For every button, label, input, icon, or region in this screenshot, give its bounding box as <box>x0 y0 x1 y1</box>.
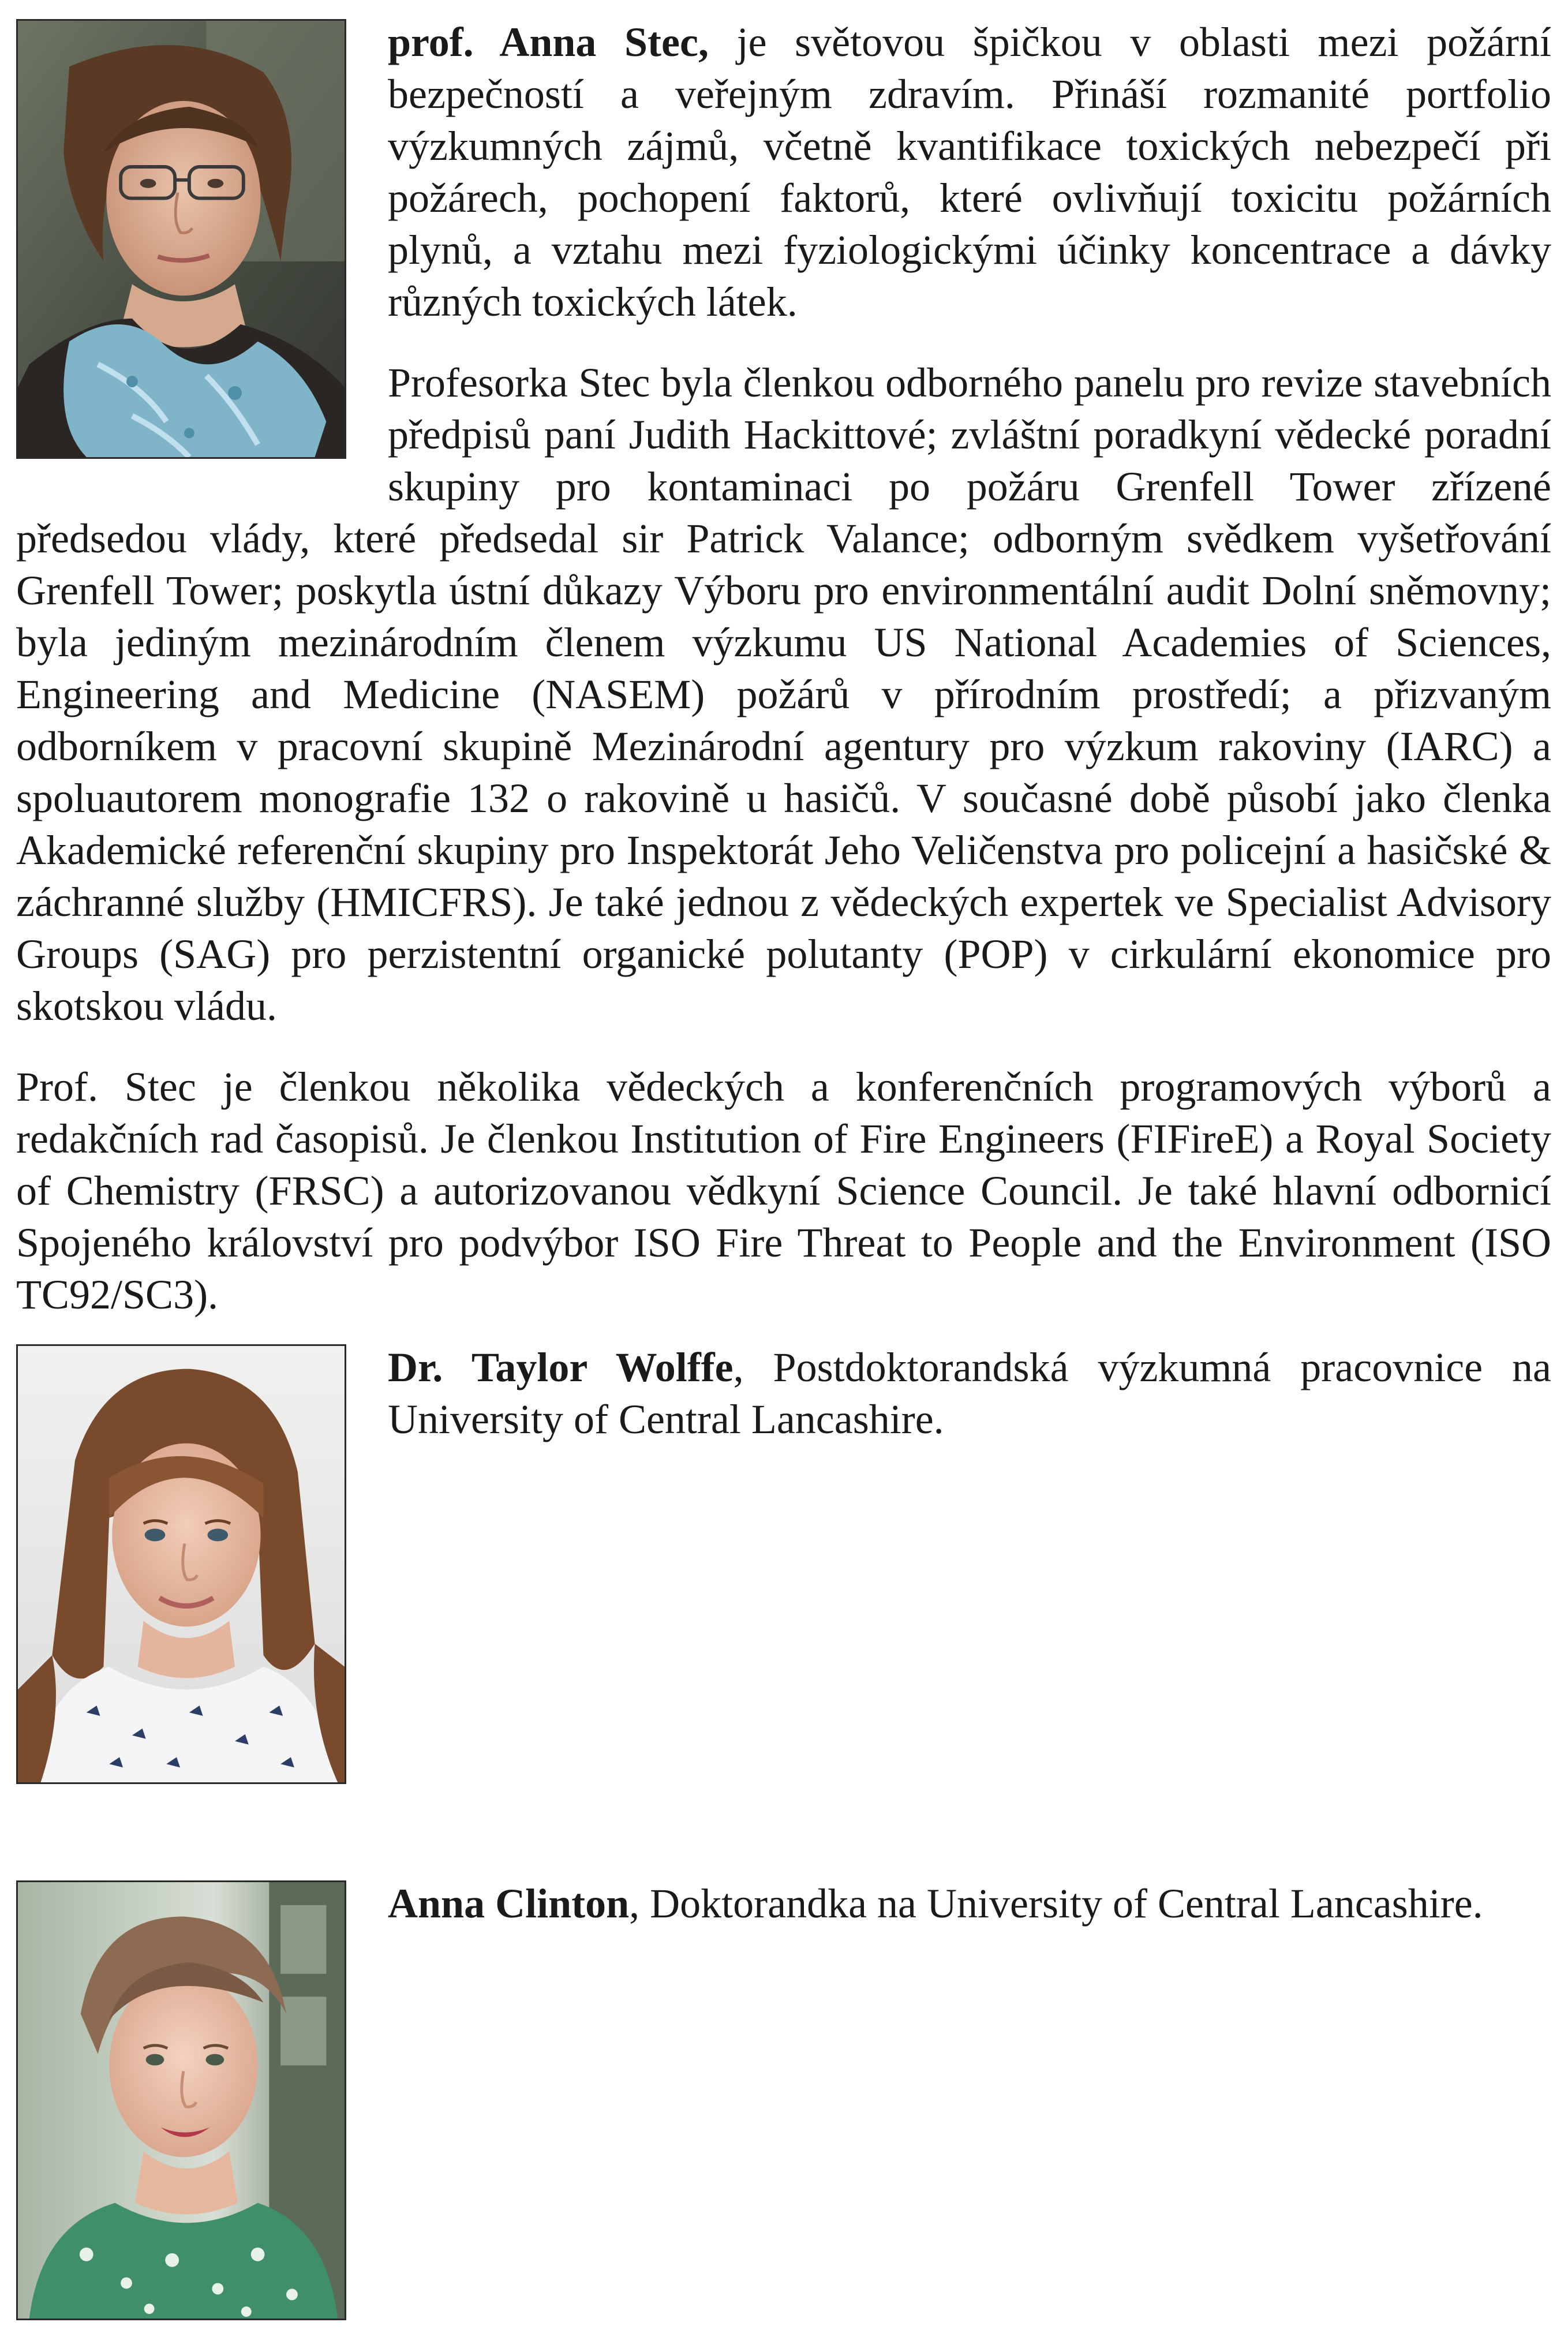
stec-name: prof. Anna Stec, <box>388 19 709 65</box>
clinton-name: Anna Clinton <box>388 1880 630 1927</box>
stec-paragraph-3: Prof. Stec je členkou několika vědeckých a konferenčních programových výborů a redakčních rad časopisů. Je členkou Institution of Fire Engineers (FIFireE) a Royal Society of Chemistry (FRSC) a autorizovanou vědkyní Science Council. Je také hlavní odbornicí Spojeného království pro podvýbor ISO Fire Threat to People and the Environment (ISO TC92/SC3). <box>16 1064 1551 1318</box>
clinton-text: , Doktorandka na University of Central Lancashire. <box>629 1880 1483 1927</box>
portrait-anna-stec <box>16 19 346 459</box>
wolffe-text: , Postdoktorandská výzkumná pracovnice na University of Central Lancashire. <box>388 1344 1551 1442</box>
stec-paragraph-1-text: je světovou špičkou v oblasti mezi požární bezpečností a veřejným zdravím. Přináší rozmanité portfolio výzkumných zájmů, včetně kvantifikace toxických nebezpečí při požárech, pochopení faktorů, které ovlivňují toxicitu požárních plynů, a vztahu mezi fyziologickými účinky koncentrace a dávky různých toxických látek. <box>388 19 1551 325</box>
portrait-anna-stec-image <box>18 21 345 457</box>
portrait-anna-clinton-image <box>18 1882 345 2319</box>
portrait-taylor-wolffe-image <box>18 1346 345 1782</box>
stec-paragraph-2: Profesorka Stec byla členkou odborného panelu pro revize stavebních předpisů paní Judith Hackittové; zvláštní poradkyní vědecké poradní skupiny pro kontaminaci po požáru Grenfell Tower zřízené předsedou vlády, které předsedal sir Patrick Valance; odborným svědkem vyšetřování Grenfell Tower; poskytla ústní důkazy Výboru pro environmentální audit Dolní sněmovny; byla jediným mezinárodním členem výzkumu US National Academies of Sciences, Engineering and Medicine (NASEM) požárů v přírodním prostředí; a přizvaným odborníkem v pracovní skupině Mezinárodní agentury pro výzkum rakoviny (IARC) a spoluautorem monografie 132 o rakovině u hasičů. V současné době působí jako členka Akademické referenční skupiny pro Inspektorát Jeho Veličenstva pro policejní a hasičské & záchranné služby (HMICFRS). Je také jednou z vědeckých expertek ve Specialist Advisory Groups (SAG) pro perzistentní organické polutanty (POP) v cirkulární ekonomice pro skotskou vládu. <box>16 360 1551 1029</box>
document-page <box>16 16 1551 2319</box>
portrait-taylor-wolffe <box>16 1344 346 1784</box>
portrait-anna-clinton <box>16 1880 346 2320</box>
bio-anna-stec <box>16 16 1551 1321</box>
bio-anna-clinton <box>16 1878 1551 2334</box>
bio-taylor-wolffe <box>16 1341 1551 1798</box>
wolffe-name: Dr. Taylor Wolffe <box>388 1344 734 1390</box>
